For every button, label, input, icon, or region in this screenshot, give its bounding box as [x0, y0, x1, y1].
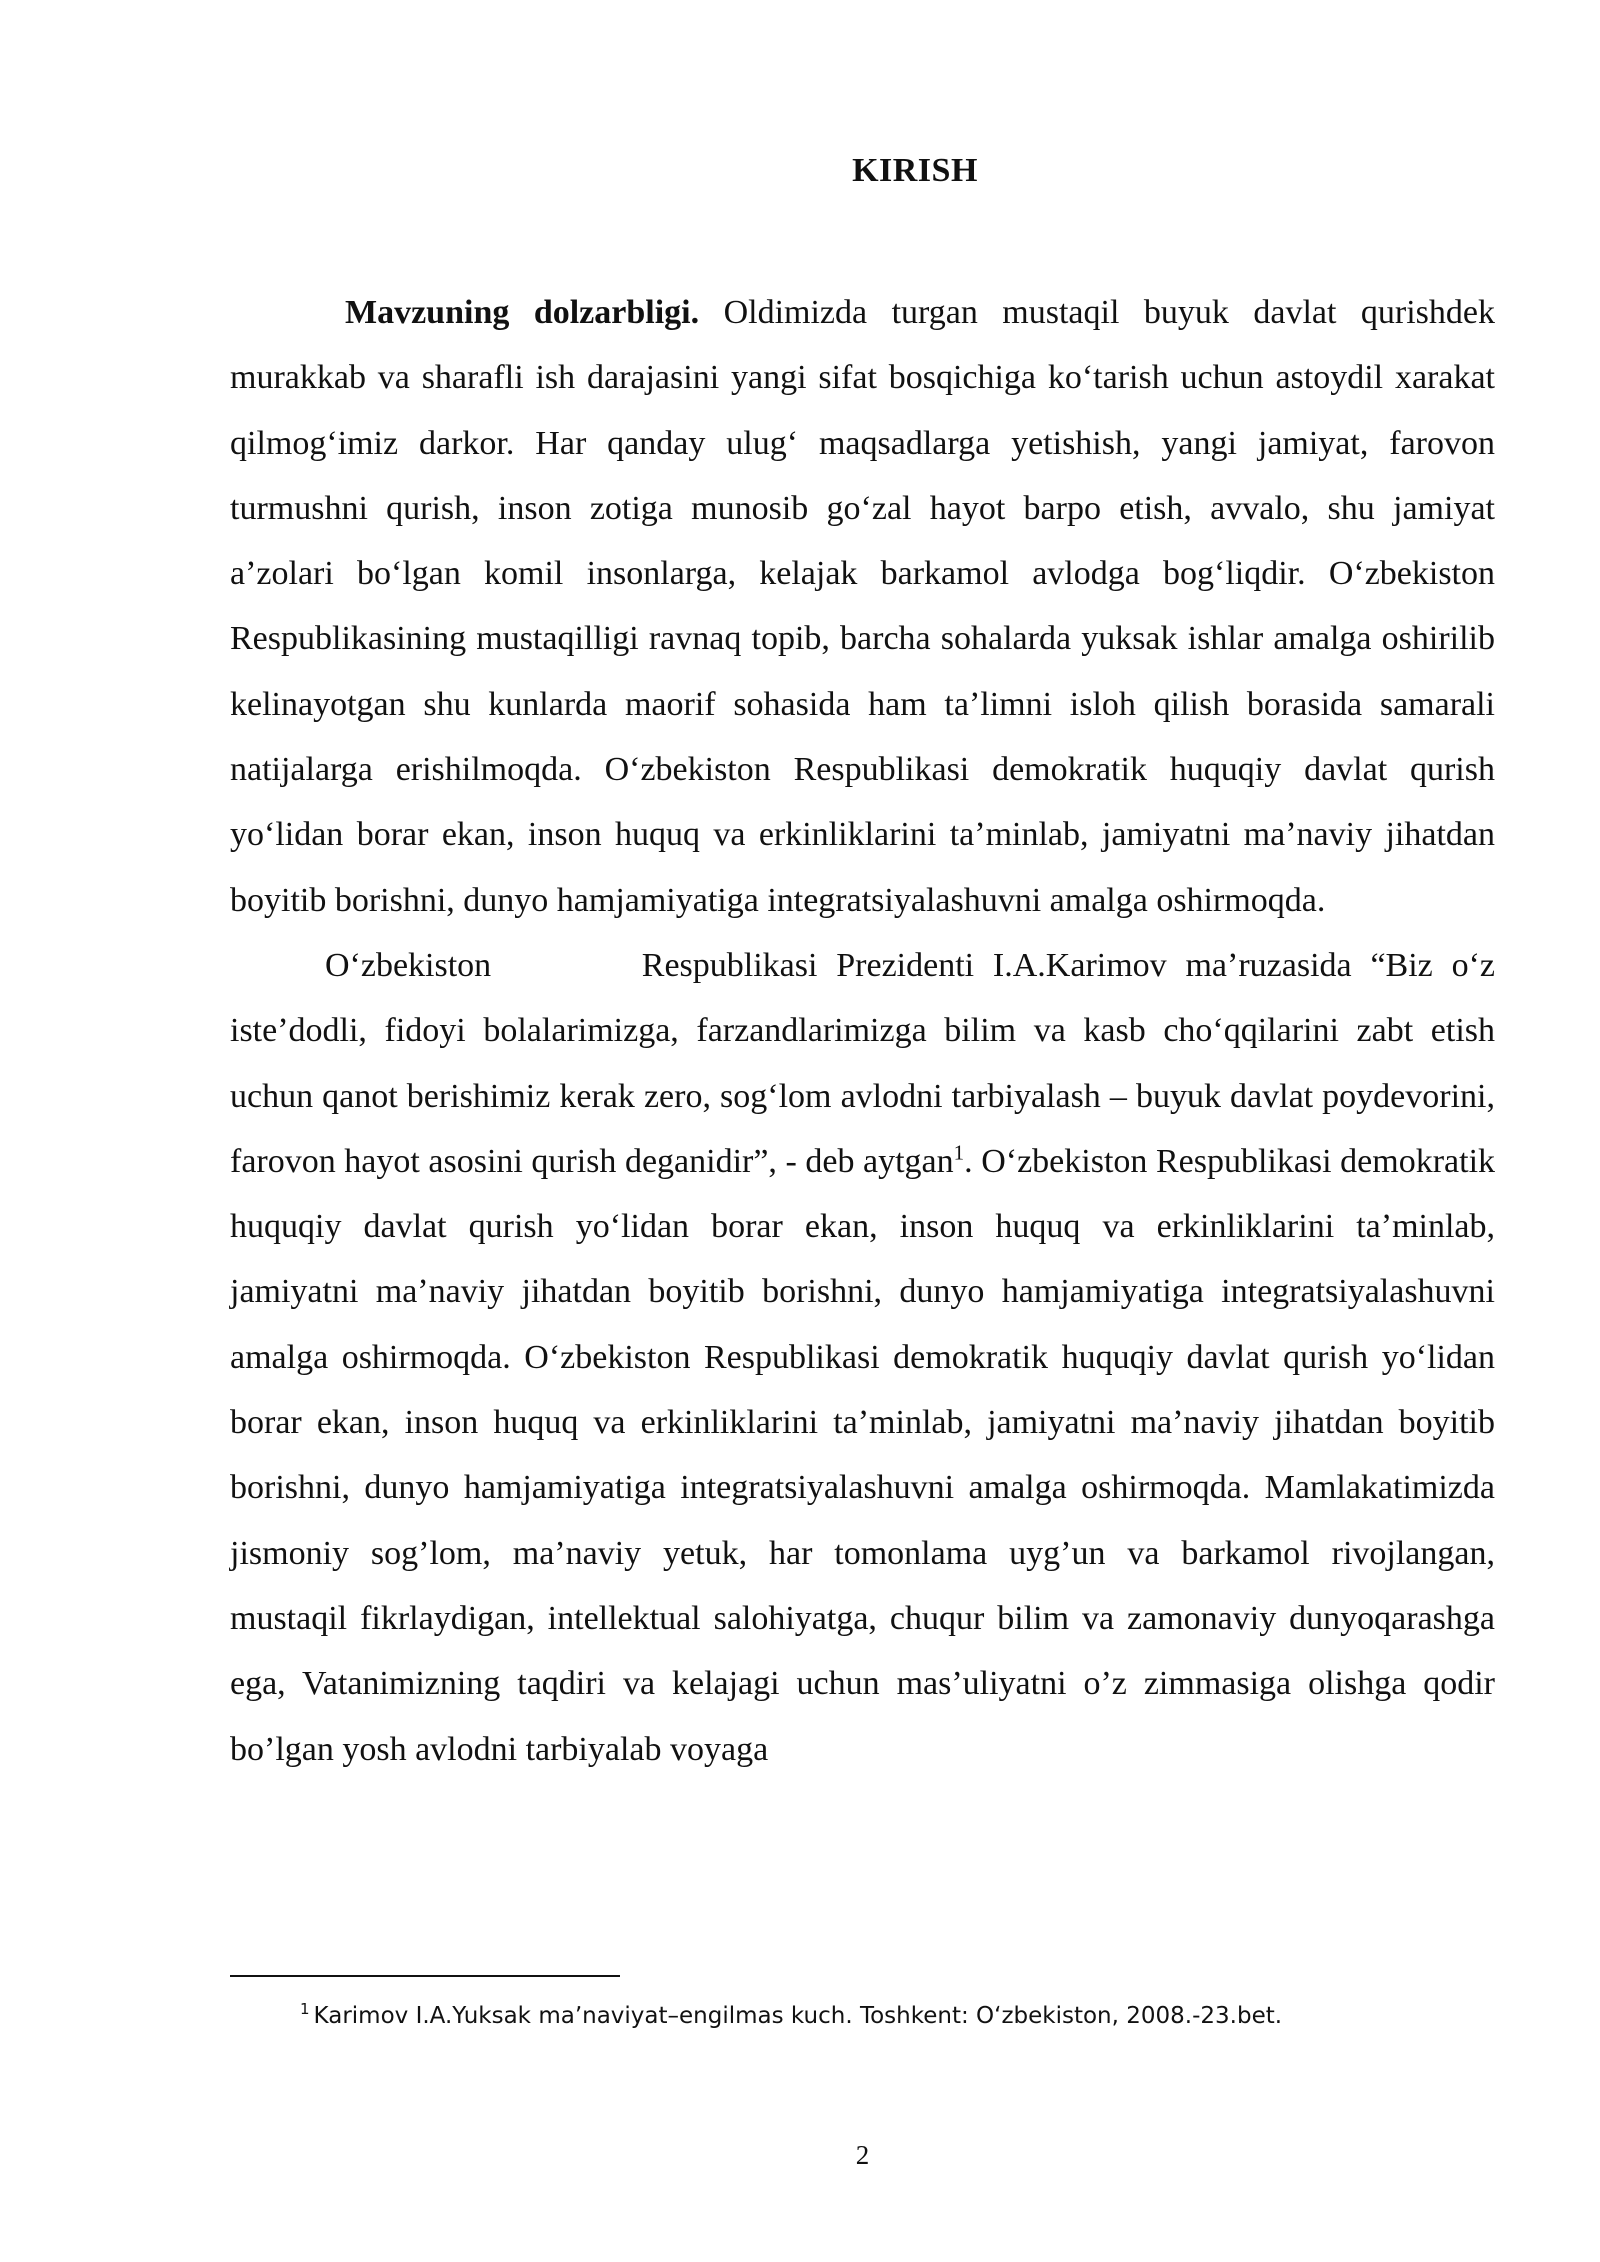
- paragraph-relevance: [230, 280, 1495, 933]
- body-text: [230, 280, 1504, 1782]
- footnote-separator: [230, 1975, 620, 1977]
- footnote-reference[interactable]: 1: [953, 1140, 965, 1165]
- paragraph-lead: Mavzuning dolzarbligi.: [345, 294, 700, 331]
- page-number: 2: [855, 2140, 870, 2170]
- page-title: KIRISH: [852, 152, 978, 189]
- footnote: [300, 2000, 1500, 2032]
- paragraph-text-after-ref: . Oʻzbekiston Respublikasi demokratik huquqiy davlat qurish yoʻlidan borar ekan, inson huquq va erkinliklarini taʼminlab, jamiyatni maʼnaviy jihatdan boyitib borishni, dunyo hamjamiyatiga integratsiyalashuvni amalga oshirmoqda. Oʻzbekiston Respublikasi demokratik huquqiy davlat qurish yoʻlidan borar ekan, inson huquq va erkinliklarini taʼminlab, jamiyatni maʼnaviy jihatdan boyitib borishni, dunyo hamjamiyatiga integratsiyalashuvni amalga oshirmoqda. Mamlakatimizda jismoniy sog’lom, ma’naviy yetuk, har tomonlama uyg’un va barkamol rivojlangan, mustaqil fikrlaydigan, intellektual salohiyatga, chuqur bilim va zamonaviy dunyoqarashga ega, Vatanimizning taqdiri va kelajagi uchun mas’uliyatni o’z zimmasiga olishga qodir bo’lgan yosh avlodni tarbiyalab voyaga: [230, 1142, 1496, 1768]
- footnote-text: Karimov I.A.Yuksak maʼnaviyat–engilmas kuch. Toshkent: Oʻzbekiston, 2008.-23.bet.: [313, 2003, 1283, 2029]
- paragraph-text: Oldimizda turgan mustaqil buyuk davlat qurishdek murakkab va sharafli ish darajasini yangi sifat bosqichiga koʻtarish uchun astoydil xarakat qilmogʻimiz darkor. Har qanday ulugʻ maqsadlarga yetishish, yangi jamiyat, farovon turmushni qurish, inson zotiga munosib goʻzal hayot barpo etish, avvalo, shu jamiyat aʼzolari boʻlgan komil insonlarga, kelajak barkamol avlodga bogʻliqdir. Oʻzbekiston Respublikasining mustaqilligi ravnaq topib, barcha sohalarda yuksak ishlar amalga oshirilib kelinayotgan shu kunlarda maorif sohasida ham taʼlimni isloh qilish borasida samarali natijalarga erishilmoqda. Oʻzbekiston Respublikasi demokratik huquqiy davlat qurish yoʻlidan borar ekan, inson huquq va erkinliklarini taʼminlab, jamiyatni maʼnaviy jihatdan boyitib borishni, dunyo hamjamiyatiga integratsiyalashuvni amalga oshirmoqda.: [230, 294, 1496, 919]
- paragraph-text-before-ref: Oʻzbekiston Respublikasi Prezidenti I.A.Karimov maʼruzasida “Biz oʻz isteʼdodli, fidoyi bolalarimizga, farzandlarimizga bilim va kasb choʻqqilarini zabt etish uchun qanot berishimiz kerak zero, sogʻlom avlodni tarbiyalash – buyuk davlat poydevorini, farovon hayot asosini qurish deganidir”, - deb aytgan: [230, 946, 1504, 1180]
- footnote-number: 1: [300, 2000, 310, 2019]
- paragraph-president-quote: [230, 933, 1504, 1782]
